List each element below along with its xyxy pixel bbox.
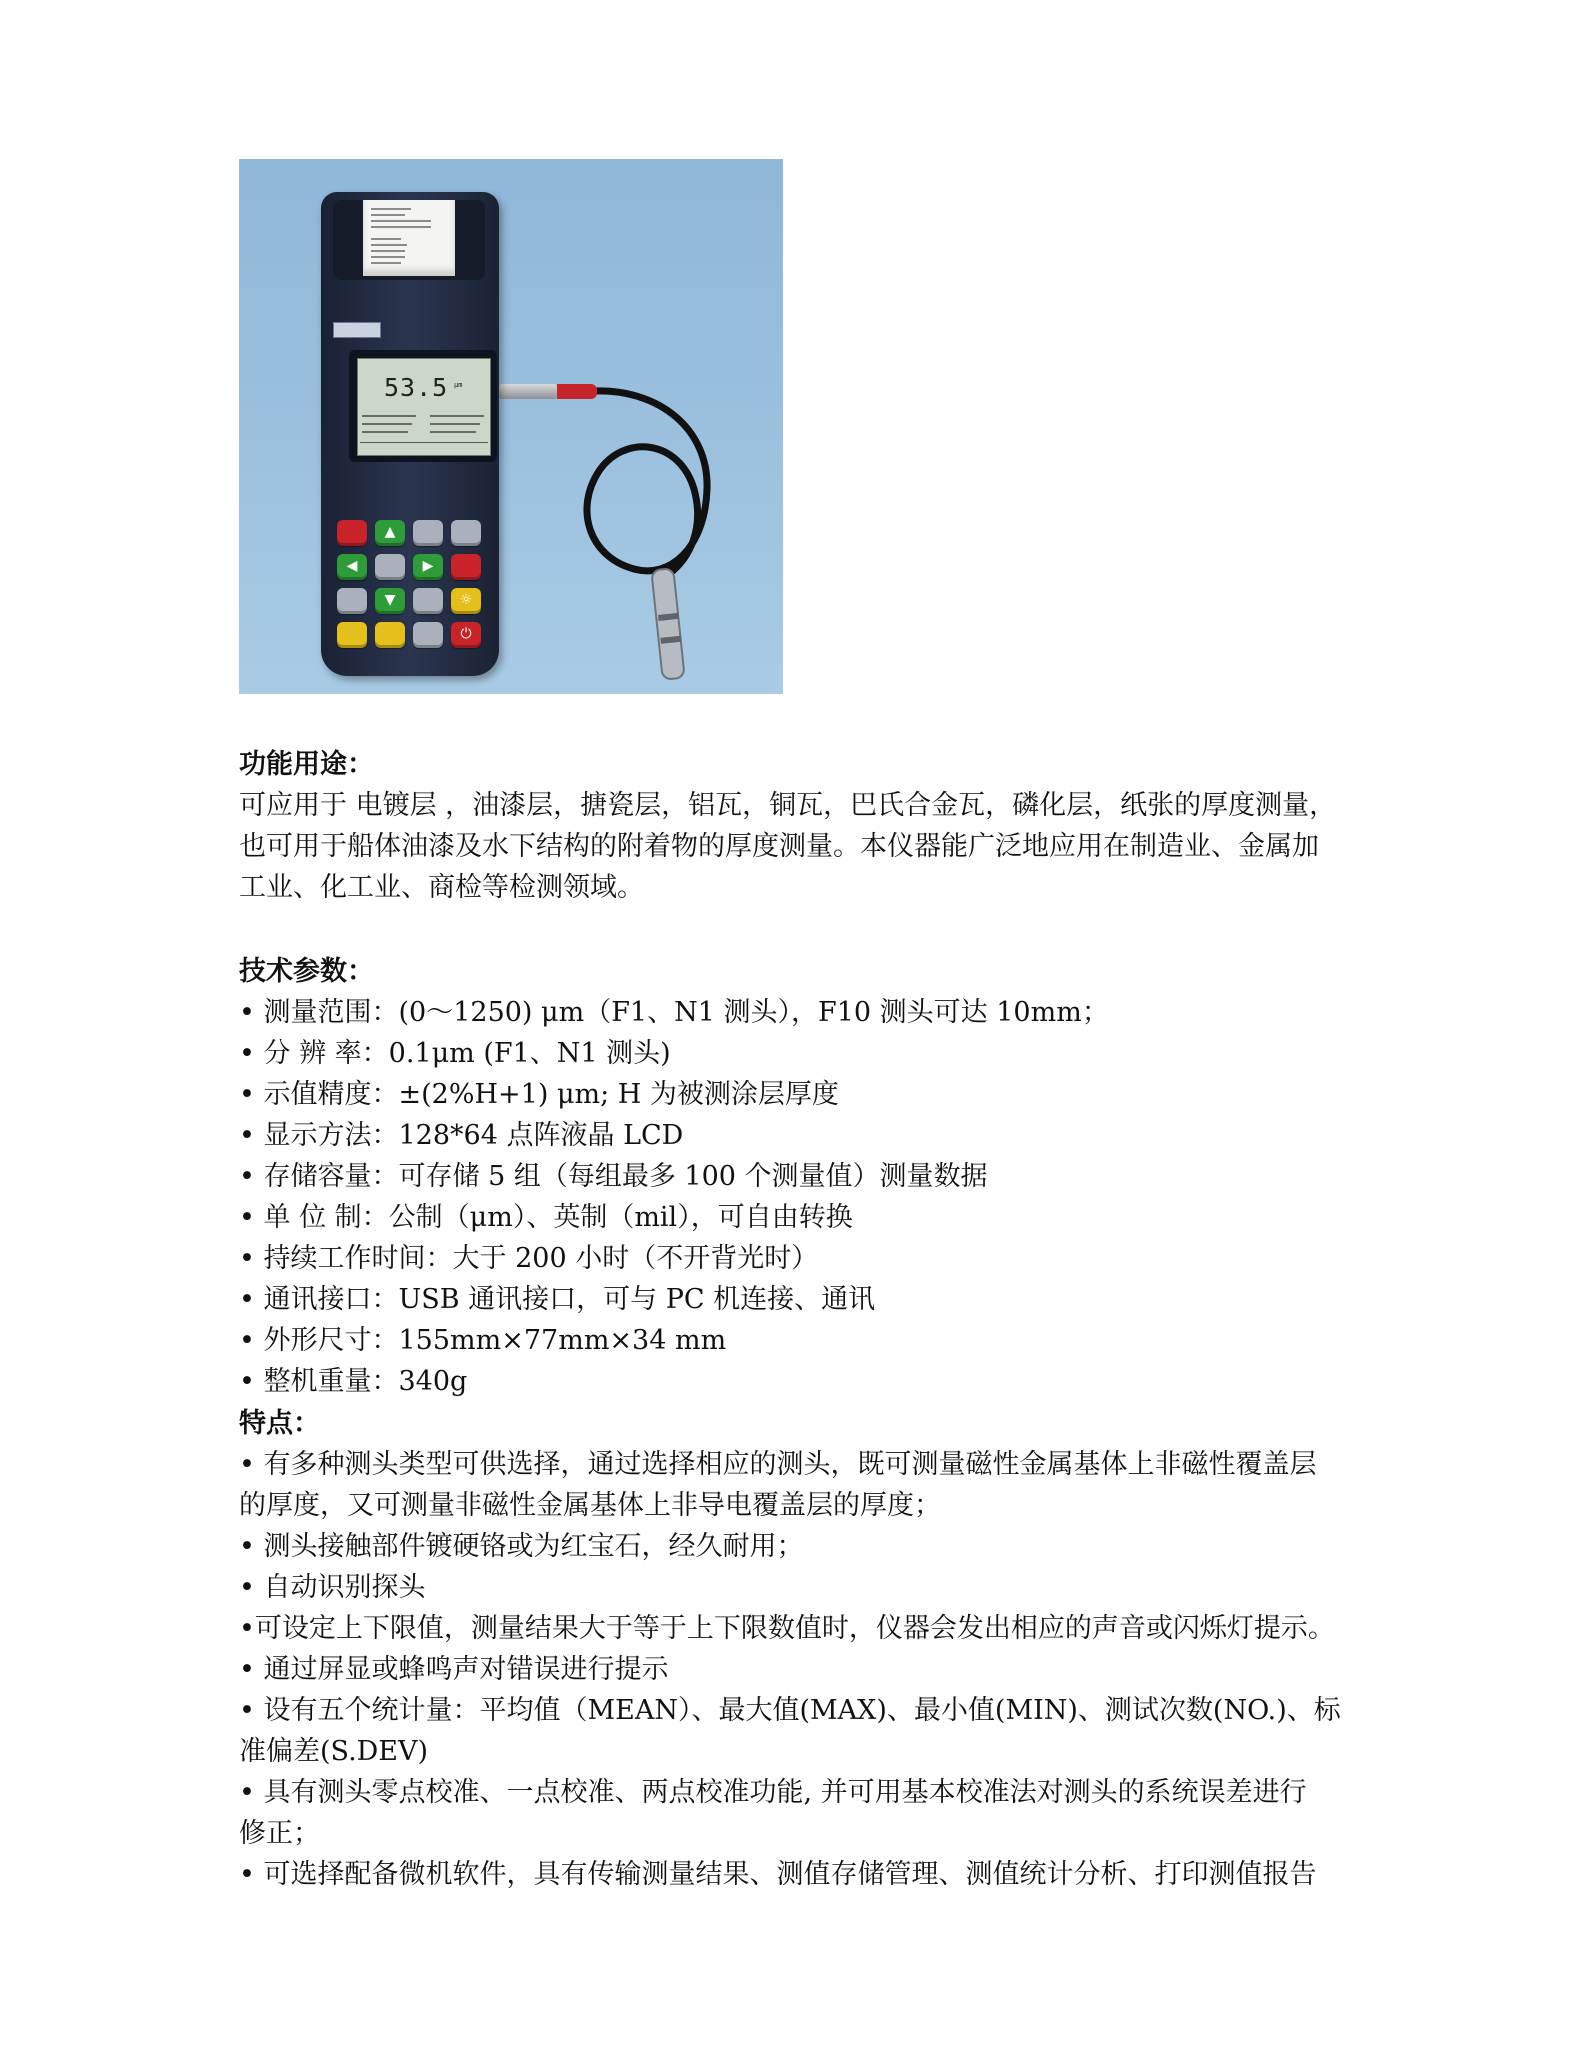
key-confirm bbox=[337, 520, 367, 546]
gauge-device bbox=[321, 192, 499, 676]
brand-label bbox=[333, 322, 381, 338]
spec-item: • 存储容量：可存储 5 组（每组最多 100 个测量值）测量数据 bbox=[239, 1161, 988, 1192]
feature-line: • 自动识别探头 bbox=[239, 1572, 426, 1603]
feature-line: •可设定上下限值，测量结果大于等于上下限数值时，仪器会发出相应的声音或闪烁灯提示。 bbox=[239, 1613, 1335, 1644]
printout-paper bbox=[363, 200, 455, 276]
spec-item: • 外形尺寸：155mm×77mm×34 mm bbox=[239, 1325, 727, 1356]
feature-line: • 通过屏显或蜂鸣声对错误进行提示 bbox=[239, 1654, 669, 1685]
usage-line: 可应用于 电镀层 ，油漆层，搪瓷层，铝瓦，铜瓦，巴氏合金瓦，磷化层，纸张的厚度测量， bbox=[239, 790, 1337, 821]
lcd-reading: 53.5 bbox=[384, 373, 449, 402]
lcd-unit: µm bbox=[454, 381, 463, 389]
key-unit bbox=[451, 520, 481, 546]
sun-icon: ☼ bbox=[459, 592, 473, 608]
feature-line: 准偏差(S.DEV) bbox=[239, 1736, 429, 1767]
key-up bbox=[375, 520, 405, 546]
usage-line: 也可用于船体油漆及水下结构的附着物的厚度测量。本仪器能广泛地应用在制造业、金属加 bbox=[239, 831, 1319, 862]
lcd-bezel bbox=[349, 350, 497, 462]
key-statistics bbox=[413, 622, 443, 648]
key-continuous bbox=[337, 588, 367, 614]
key-backlight bbox=[451, 588, 481, 614]
spec-item: • 分 辨 率：0.1μm (F1、N1 测头) bbox=[239, 1038, 671, 1069]
connector-sleeve bbox=[557, 384, 597, 399]
usage-heading: 功能用途： bbox=[239, 749, 374, 780]
usage-line: 工业、化工业、商检等检测领域。 bbox=[239, 872, 644, 903]
key-down bbox=[375, 588, 405, 614]
key-delete bbox=[451, 554, 481, 580]
feature-line: • 测头接触部件镀硬铬或为红宝石，经久耐用； bbox=[239, 1531, 804, 1562]
spec-item: • 示值精度：±(2%H+1) μm; H 为被测涂层厚度 bbox=[239, 1079, 839, 1110]
features-section bbox=[239, 1403, 1349, 1895]
lcd-screen bbox=[357, 358, 491, 456]
key-print bbox=[413, 588, 443, 614]
product-photo bbox=[239, 159, 783, 694]
specs-section bbox=[239, 951, 1349, 1402]
spec-item: • 整机重量：340g bbox=[239, 1366, 468, 1397]
thermal-printer bbox=[333, 200, 485, 280]
key-left bbox=[337, 554, 367, 580]
feature-line: • 有多种测头类型可供选择，通过选择相应的测头，既可测量磁性金属基体上非磁性覆盖层 bbox=[239, 1449, 1317, 1480]
key-power bbox=[451, 622, 481, 648]
feature-line: • 设有五个统计量：平均值（MEAN）、最大值(MAX)、最小值(MIN)、测试次数(NO.)、标 bbox=[239, 1695, 1341, 1726]
feature-line: • 可选择配备微机软件，具有传输测量结果、测值存储管理、测值统计分析、打印测值报告 bbox=[239, 1859, 1317, 1890]
key-zero bbox=[337, 622, 367, 648]
spec-item: • 测量范围：(0～1250) μm（F1、N1 测头），F10 测头可达 10mm； bbox=[239, 997, 1109, 1028]
spec-item: • 显示方法：128*64 点阵液晶 LCD bbox=[239, 1120, 684, 1151]
arrow-right-icon: ▶ bbox=[422, 558, 434, 574]
usage-paragraph bbox=[239, 785, 1349, 908]
feature-line: 修正； bbox=[239, 1818, 320, 1849]
spec-item: • 单 位 制：公制（μm）、英制（mil），可自由转换 bbox=[239, 1202, 853, 1233]
arrow-left-icon: ◀ bbox=[346, 558, 358, 574]
spec-item: • 通讯接口：USB 通讯接口，可与 PC 机连接、通讯 bbox=[239, 1284, 876, 1315]
arrow-up-icon: ▲ bbox=[384, 524, 396, 540]
key-recall bbox=[413, 520, 443, 546]
feature-line: 的厚度，又可测量非磁性金属基体上非导电覆盖层的厚度； bbox=[239, 1490, 941, 1521]
key-menu bbox=[375, 554, 405, 580]
feature-line: • 具有测头零点校准、一点校准、两点校准功能, 并可用基本校准法对测头的系统误差进行 bbox=[239, 1777, 1307, 1808]
lcd-status-bar bbox=[360, 442, 488, 452]
key-right bbox=[413, 554, 443, 580]
cable-connector bbox=[499, 384, 557, 399]
specs-heading: 技术参数： bbox=[239, 956, 374, 987]
spec-item: • 持续工作时间：大于 200 小时（不开背光时） bbox=[239, 1243, 819, 1274]
power-icon: ⏻ bbox=[460, 626, 472, 642]
key-calibrate bbox=[375, 622, 405, 648]
features-heading: 特点： bbox=[239, 1408, 320, 1439]
usage-section bbox=[239, 744, 1349, 908]
arrow-down-icon: ▼ bbox=[384, 592, 396, 608]
